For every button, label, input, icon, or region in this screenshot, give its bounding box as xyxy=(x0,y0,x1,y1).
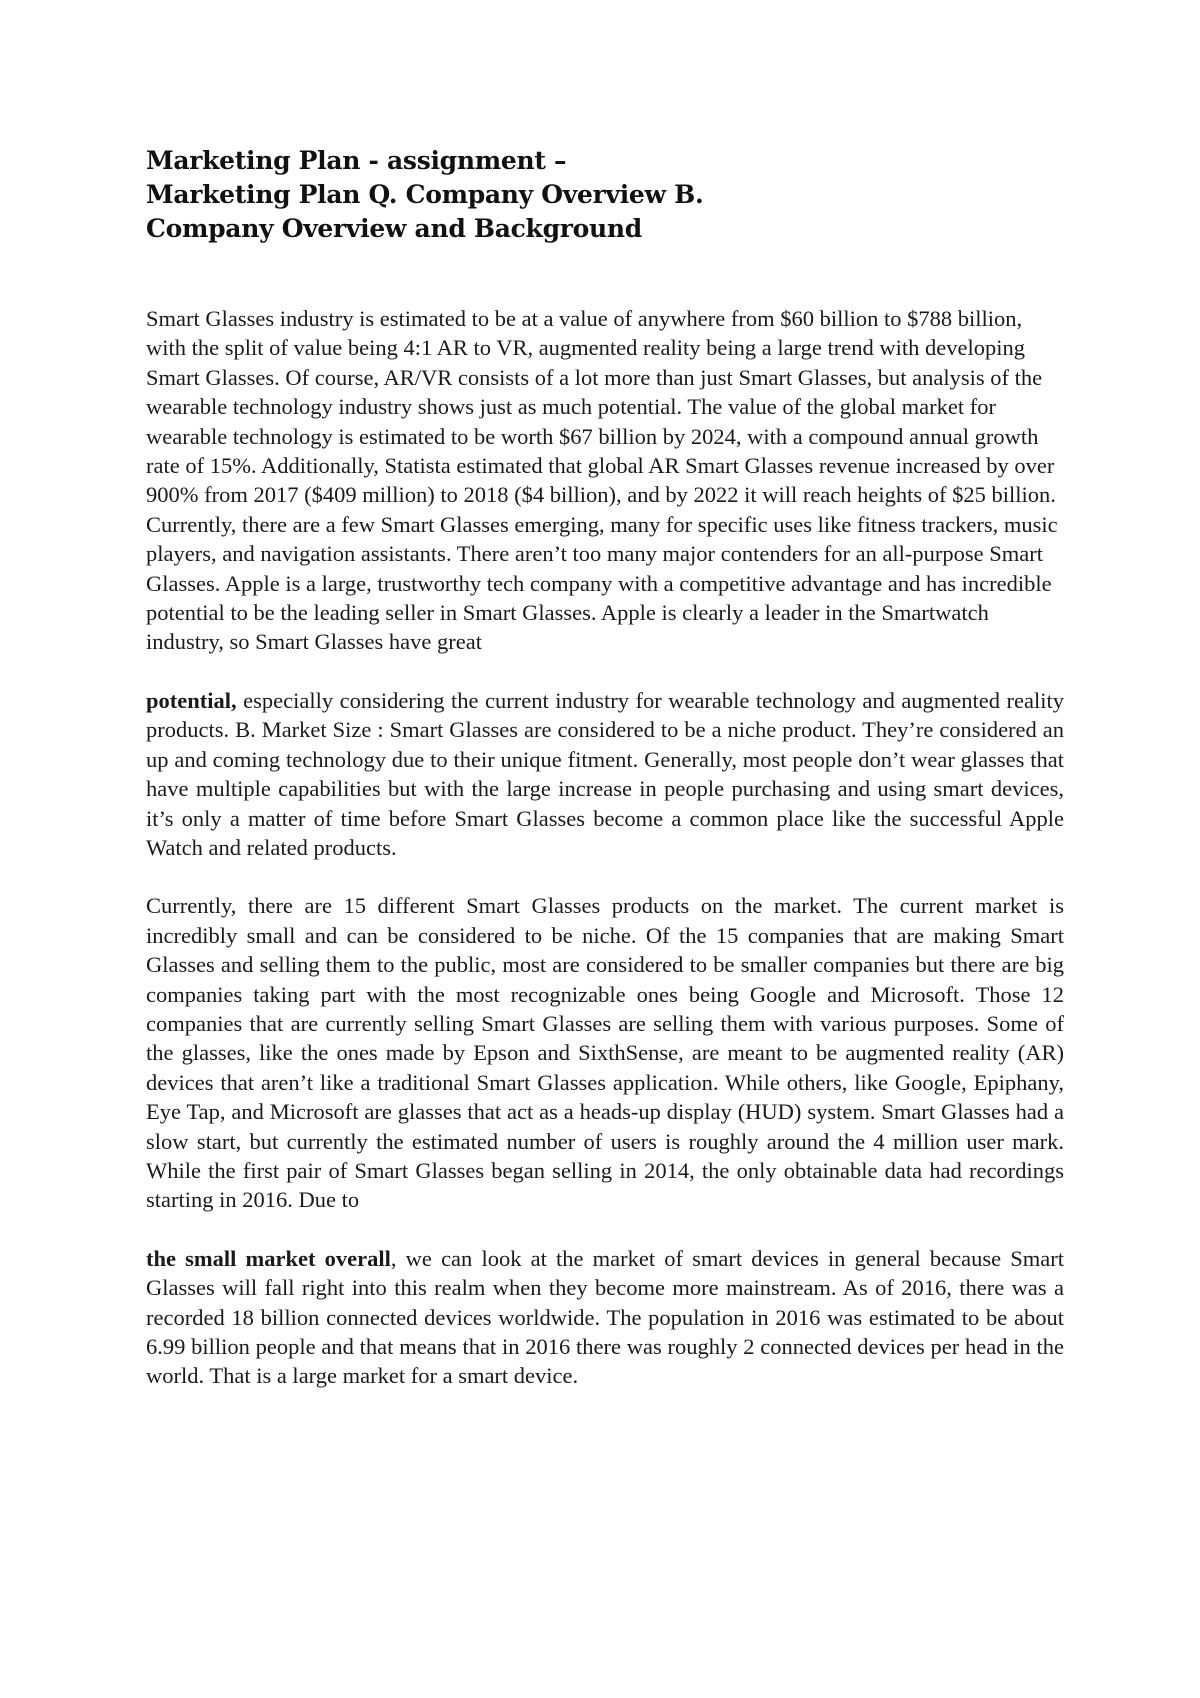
title-line-3: Company Overview and Background xyxy=(146,214,642,243)
document-body xyxy=(146,304,1064,1420)
paragraph-lead: the small market overall xyxy=(146,1245,391,1271)
document-title xyxy=(146,144,1066,246)
paragraph-lead: potential, xyxy=(146,687,237,713)
paragraph-market-size xyxy=(146,686,1064,862)
title-line-1: Marketing Plan - assignment – xyxy=(146,146,567,175)
paragraph-overview xyxy=(146,304,1064,657)
paragraph-text: Smart Glasses industry is estimated to be at a value of anywhere from $60 billion to $788 billion, with the split of value being 4:1 AR to VR, augmented reality being a large trend with developing Smart Glasses. Of course, AR/VR consists of a lot more than just Smart Glasses, but analysis of the wearable technology industry shows just as much potential. The value of the global market for wearable technology is estimated to be worth $67 billion by 2024, with a compound annual growth rate of 15%. Additionally, Statista estimated that global AR Smart Glasses revenue increased by over 900% from 2017 ($409 million) to 2018 ($4 billion), and by 2022 it will reach heights of $25 billion. Currently, there are a few Smart Glasses emerging, many for specific uses like fitness trackers, music players, and navigation assistants. There aren’t too many major contenders for an all-purpose Smart Glasses. Apple is a large, trustworthy tech company with a competitive advantage and has incredible potential to be the leading seller in Smart Glasses. Apple is clearly a leader in the Smartwatch industry, so Smart Glasses have great xyxy=(146,306,1058,655)
paragraph-current-market xyxy=(146,891,1064,1214)
paragraph-text: especially considering the current industry for wearable technology and augmented reality products. B. Market Size : Smart Glasses are considered to be a niche product. They’re considered an up and coming technology due to their unique fitment. Generally, most people don’t wear glasses that have multiple capabilities but with the large increase in people purchasing and using smart devices, it’s only a matter of time before Smart Glasses become a common place like the successful Apple Watch and related products. xyxy=(146,687,1064,860)
title-line-2: Marketing Plan Q. Company Overview B. xyxy=(146,180,704,209)
paragraph-smart-devices xyxy=(146,1244,1064,1391)
paragraph-text: , we can look at the market of smart devices in general because Smart Glasses will fall right into this realm when they become more mainstream. As of 2016, there was a recorded 18 billion connected devices worldwide. The population in 2016 was estimated to be about 6.99 billion people and that means that in 2016 there was roughly 2 connected devices per head in the world. That is a large market for a smart device. xyxy=(146,1245,1064,1389)
paragraph-text: Currently, there are 15 different Smart Glasses products on the market. The current market is incredibly small and can be considered to be niche. Of the 15 companies that are making Smart Glasses and selling them to the public, most are considered to be smaller companies but there are big companies taking part with the most recognizable ones being Google and Microsoft. Those 12 companies that are currently selling Smart Glasses are selling them with various purposes. Some of the glasses, like the ones made by Epson and SixthSense, are meant to be augmented reality (AR) devices that aren’t like a traditional Smart Glasses application. While others, like Google, Epiphany, Eye Tap, and Microsoft are glasses that act as a heads-up display (HUD) system. Smart Glasses had a slow start, but currently the estimated number of users is roughly around the 4 million user mark. While the first pair of Smart Glasses began selling in 2014, the only obtainable data had recordings starting in 2016. Due to xyxy=(146,893,1064,1213)
